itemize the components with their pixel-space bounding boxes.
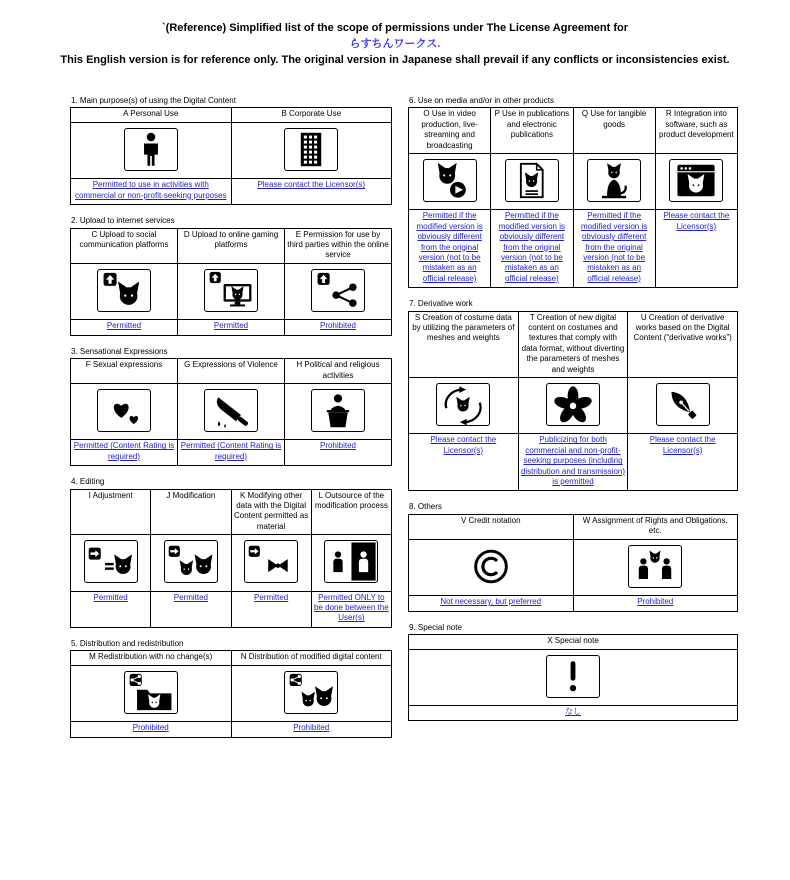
section-2 (70, 216, 392, 336)
item-status: Permitted if the modified version is obviously different from the original version (not to be mistaken as an official release) (573, 210, 655, 288)
permission-table (70, 650, 392, 737)
item-status: Permitted (71, 591, 151, 627)
status-row (71, 179, 392, 205)
software-icon (669, 159, 723, 202)
icon-row (409, 153, 738, 209)
section-6 (408, 96, 738, 288)
tangible-goods-icon (587, 159, 641, 202)
item-icon-cell (71, 122, 232, 178)
hearts-icon (97, 389, 151, 432)
assignment-icon (628, 545, 682, 588)
section-heading: 2. Upload to internet services (71, 215, 175, 225)
icon-row (71, 383, 392, 439)
icon-row (409, 539, 738, 595)
item-icon-cell (71, 263, 178, 319)
item-icon-cell (231, 535, 311, 591)
right-column (408, 96, 738, 732)
section-5 (70, 639, 392, 738)
item-icon-cell (178, 383, 285, 439)
label-row (71, 228, 392, 263)
item-label: N Distribution of modified digital content (231, 651, 392, 665)
item-label: V Credit notation (409, 514, 574, 539)
modification-icon (164, 540, 218, 583)
section-heading: 3. Sensational Expressions (71, 346, 168, 356)
label-row (71, 359, 392, 384)
item-status: Prohibited (285, 440, 392, 466)
item-status: Prohibited (285, 320, 392, 335)
icon-row (409, 378, 738, 434)
title-line-japanese: らすちんワークス. (349, 37, 441, 50)
section-heading: 7. Derivative work (409, 299, 473, 309)
title-line-disclaimer: This English version is for reference only. The original version in Japanese shall prevail if any conflicts or inconsistencies exist. (60, 53, 730, 66)
item-icon-cell (491, 153, 573, 209)
exclamation-icon (546, 655, 600, 698)
item-label: L Outsource of the modification process (311, 489, 391, 535)
item-label: M Redistribution with no change(s) (71, 651, 232, 665)
item-icon-cell (518, 378, 628, 434)
item-icon-cell (178, 263, 285, 319)
knife-icon (204, 389, 258, 432)
costume-data-icon (436, 383, 490, 426)
permission-table (408, 107, 738, 288)
item-icon-cell (409, 153, 491, 209)
label-row (409, 311, 738, 377)
permission-table (70, 228, 392, 336)
item-status: Permitted (151, 591, 231, 627)
item-label: K Modifying other data with the Digital Content permitted as material (231, 489, 311, 535)
item-icon-cell (409, 378, 519, 434)
upload-gaming-icon (204, 269, 258, 312)
redistribution-icon (124, 671, 178, 714)
item-label: U Creation of derivative works based on the Digital Content (“derivative works”) (628, 311, 738, 377)
status-row (409, 705, 738, 720)
label-row (409, 514, 738, 539)
permission-table (408, 514, 738, 612)
status-row (71, 440, 392, 466)
item-icon-cell (311, 535, 391, 591)
item-status: Please contact the Licensor(s) (231, 179, 392, 205)
item-icon-cell (231, 122, 392, 178)
section-heading: 1. Main purpose(s) of using the Digital Content (71, 95, 236, 105)
item-icon-cell (409, 649, 738, 705)
label-row (71, 108, 392, 122)
item-icon-cell (71, 665, 232, 721)
label-row (71, 651, 392, 665)
item-icon-cell (573, 539, 738, 595)
section-1 (70, 96, 392, 205)
section-heading: 9. Special note (409, 622, 462, 632)
item-status: Permitted (231, 591, 311, 627)
item-icon-cell (231, 665, 392, 721)
item-status: Permitted to use in activities with commercial or non-profit-seeking purposes (71, 179, 232, 205)
item-status: Not necessary, but preferred (409, 596, 574, 611)
outsource-icon (324, 540, 378, 583)
permission-table (408, 634, 738, 721)
section-4 (70, 477, 392, 628)
new-content-icon (546, 383, 600, 426)
item-status: Please contact the Licensor(s) (628, 434, 738, 491)
podium-icon (311, 389, 365, 432)
item-label: X Special note (409, 635, 738, 649)
section-9 (408, 623, 738, 722)
item-label: S Creation of costume data by utilizing the parameters of meshes and weights (409, 311, 519, 377)
item-status: Prohibited (573, 596, 738, 611)
item-label: W Assignment of Rights and Obligations, etc. (573, 514, 738, 539)
item-label: G Expressions of Violence (178, 359, 285, 384)
item-icon-cell (151, 535, 231, 591)
item-status: Prohibited (231, 722, 392, 737)
status-row (71, 320, 392, 335)
content-columns (70, 96, 790, 749)
label-row (409, 108, 738, 154)
section-heading: 8. Others (409, 502, 442, 512)
status-row (71, 591, 392, 627)
icon-row (71, 535, 392, 591)
section-heading: 6. Use on media and/or in other products (409, 95, 554, 105)
permission-table (408, 311, 738, 492)
item-status: Permitted (178, 320, 285, 335)
item-label: A Personal Use (71, 108, 232, 122)
item-status: Please contact the Licensor(s) (409, 434, 519, 491)
item-status: Permitted if the modified version is obviously different from the original version (not to be mistaken as an official release) (491, 210, 573, 288)
item-label: C Upload to social communication platforms (71, 228, 178, 263)
item-label: F Sexual expressions (71, 359, 178, 384)
item-icon-cell (655, 153, 737, 209)
publications-icon (505, 159, 559, 202)
item-label: R Integration into software, such as product development (655, 108, 737, 154)
upload-third-party-icon (311, 269, 365, 312)
item-icon-cell (285, 383, 392, 439)
copyright-icon (464, 545, 518, 588)
modify-other-data-icon (244, 540, 298, 583)
left-column (70, 96, 392, 749)
item-status: Permitted (Content Rating is required) (178, 440, 285, 466)
item-status: Permitted (Content Rating is required) (71, 440, 178, 466)
item-label: H Political and religious activities (285, 359, 392, 384)
pen-nib-icon (656, 383, 710, 426)
section-8 (408, 502, 738, 611)
label-row (71, 489, 392, 535)
section-3 (70, 347, 392, 467)
item-status: Permitted ONLY to be done between the User(s) (311, 591, 391, 627)
distribution-modified-icon (284, 671, 338, 714)
status-row (71, 722, 392, 737)
item-icon-cell (628, 378, 738, 434)
item-status: なし (409, 705, 738, 720)
item-label: E Permission for use by third parties within the online service (285, 228, 392, 263)
item-status: Permitted if the modified version is obviously different from the original version (not to be mistaken as an official release) (409, 210, 491, 288)
item-status: Publicizing for both commercial and non-profit-seeking purposes (including distribution and transmission) is permitted (518, 434, 628, 491)
document-title (0, 0, 790, 69)
person-icon (124, 128, 178, 171)
status-row (409, 210, 738, 288)
icon-row (71, 122, 392, 178)
permission-table (70, 358, 392, 466)
permission-table (70, 489, 392, 628)
item-icon-cell (409, 539, 574, 595)
item-label: T Creation of new digital content on costumes and textures that comply with data format, without diverting the parameters of meshes and weights (518, 311, 628, 377)
label-row (409, 635, 738, 649)
item-label: B Corporate Use (231, 108, 392, 122)
building-icon (284, 128, 338, 171)
section-heading: 4. Editing (71, 477, 105, 487)
upload-social-icon (97, 269, 151, 312)
item-label: D Upload to online gaming platforms (178, 228, 285, 263)
section-heading: 5. Distribution and redistribution (71, 638, 184, 648)
title-line-1: `(Reference) Simplified list of the scope of permissions under The License Agreement for (162, 22, 628, 34)
permission-table (70, 107, 392, 205)
item-label: P Use in publications and electronic publications (491, 108, 573, 154)
status-row (409, 434, 738, 491)
icon-row (71, 263, 392, 319)
status-row (409, 596, 738, 611)
video-icon (423, 159, 477, 202)
icon-row (409, 649, 738, 705)
item-label: I Adjustment (71, 489, 151, 535)
section-7 (408, 299, 738, 491)
icon-row (71, 665, 392, 721)
item-label: J Modification (151, 489, 231, 535)
item-label: Q Use for tangible goods (573, 108, 655, 154)
item-icon-cell (573, 153, 655, 209)
item-icon-cell (285, 263, 392, 319)
item-icon-cell (71, 535, 151, 591)
adjustment-icon (84, 540, 138, 583)
item-status: Prohibited (71, 722, 232, 737)
item-icon-cell (71, 383, 178, 439)
item-status: Please contact the Licensor(s) (655, 210, 737, 288)
item-label: O Use in video production, live-streaming and broadcasting (409, 108, 491, 154)
item-status: Permitted (71, 320, 178, 335)
